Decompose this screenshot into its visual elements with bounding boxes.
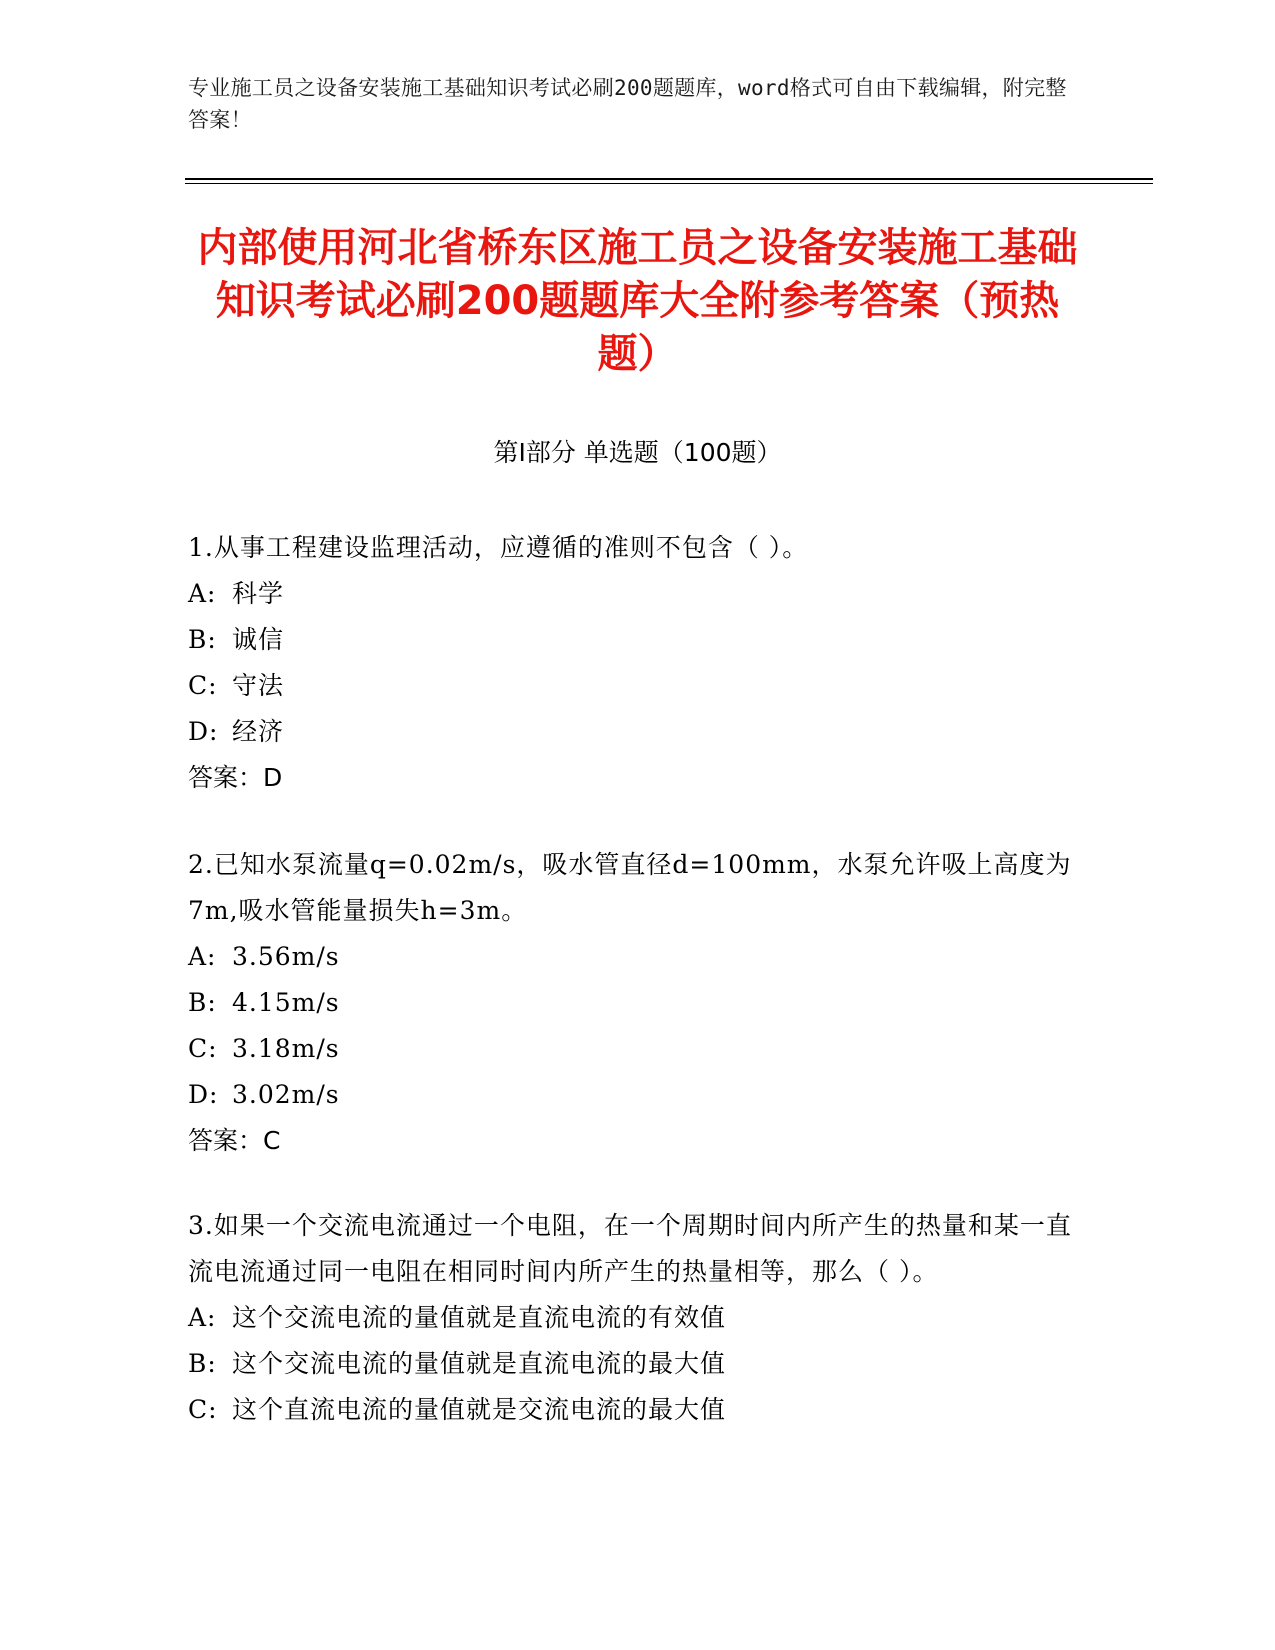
option-letter: B: — [188, 1349, 217, 1378]
option-letter: B: — [188, 988, 217, 1017]
option-letter: B: — [188, 625, 217, 654]
answer: 答案：C — [188, 1126, 281, 1155]
option-text: 守法 — [232, 671, 285, 700]
option-text: 诚信 — [232, 625, 285, 654]
option-text: 这个直流电流的量值就是交流电流的最大值 — [232, 1395, 727, 1424]
option-text: 4.15m/s — [232, 988, 340, 1017]
option-b — [188, 617, 1078, 663]
option-text: 这个交流电流的量值就是直流电流的有效值 — [232, 1303, 727, 1332]
option-text: 经济 — [232, 717, 285, 746]
header-divider-thin — [185, 183, 1153, 184]
question-stem: 2.已知水泵流量q=0.02m/s，吸水管直径d=100mm，水泵允许吸上高度为7m,吸水管能量损失h=3m。 — [188, 850, 1072, 925]
option-letter: C: — [188, 671, 218, 700]
option-letter: D: — [188, 1080, 219, 1109]
option-text: 3.02m/s — [232, 1080, 340, 1109]
option-a — [188, 571, 1078, 617]
option-b — [188, 980, 1078, 1026]
option-text: 这个交流电流的量值就是直流电流的最大值 — [232, 1349, 727, 1378]
option-a — [188, 1295, 1078, 1341]
question-1 — [188, 525, 1078, 801]
header-note: 专业施工员之设备安装施工基础知识考试必刷200题题库，word格式可自由下载编辑，附完整答案！ — [188, 76, 1067, 132]
option-letter: C: — [188, 1034, 218, 1063]
option-letter: A: — [188, 1303, 217, 1332]
option-b — [188, 1341, 1078, 1387]
option-a — [188, 934, 1078, 980]
option-text: 科学 — [232, 579, 285, 608]
option-letter: D: — [188, 717, 219, 746]
question-stem: 1.从事工程建设监理活动，应遵循的准则不包含（ ）。 — [188, 533, 809, 562]
option-d — [188, 709, 1078, 755]
option-letter: C: — [188, 1395, 218, 1424]
option-c — [188, 1026, 1078, 1072]
question-stem: 3.如果一个交流电流通过一个电阻，在一个周期时间内所产生的热量和某一直流电流通过同一电阻在相同时间内所产生的热量相等，那么（ ）。 — [188, 1211, 1072, 1286]
option-text: 3.56m/s — [232, 942, 340, 971]
option-letter: A: — [188, 579, 217, 608]
option-d — [188, 1072, 1078, 1118]
question-3 — [188, 1203, 1078, 1433]
header-divider-thick — [185, 178, 1153, 180]
option-c — [188, 1387, 1078, 1433]
option-c — [188, 663, 1078, 709]
document-title: 内部使用河北省桥东区施工员之设备安装施工基础知识考试必刷200题题库大全附参考答案（预热题） — [197, 225, 1078, 377]
section-title: 第Ⅰ部分 单选题（100题） — [493, 438, 782, 467]
option-letter: A: — [188, 942, 217, 971]
option-text: 3.18m/s — [232, 1034, 340, 1063]
answer: 答案：D — [188, 763, 283, 792]
question-2 — [188, 842, 1078, 1164]
